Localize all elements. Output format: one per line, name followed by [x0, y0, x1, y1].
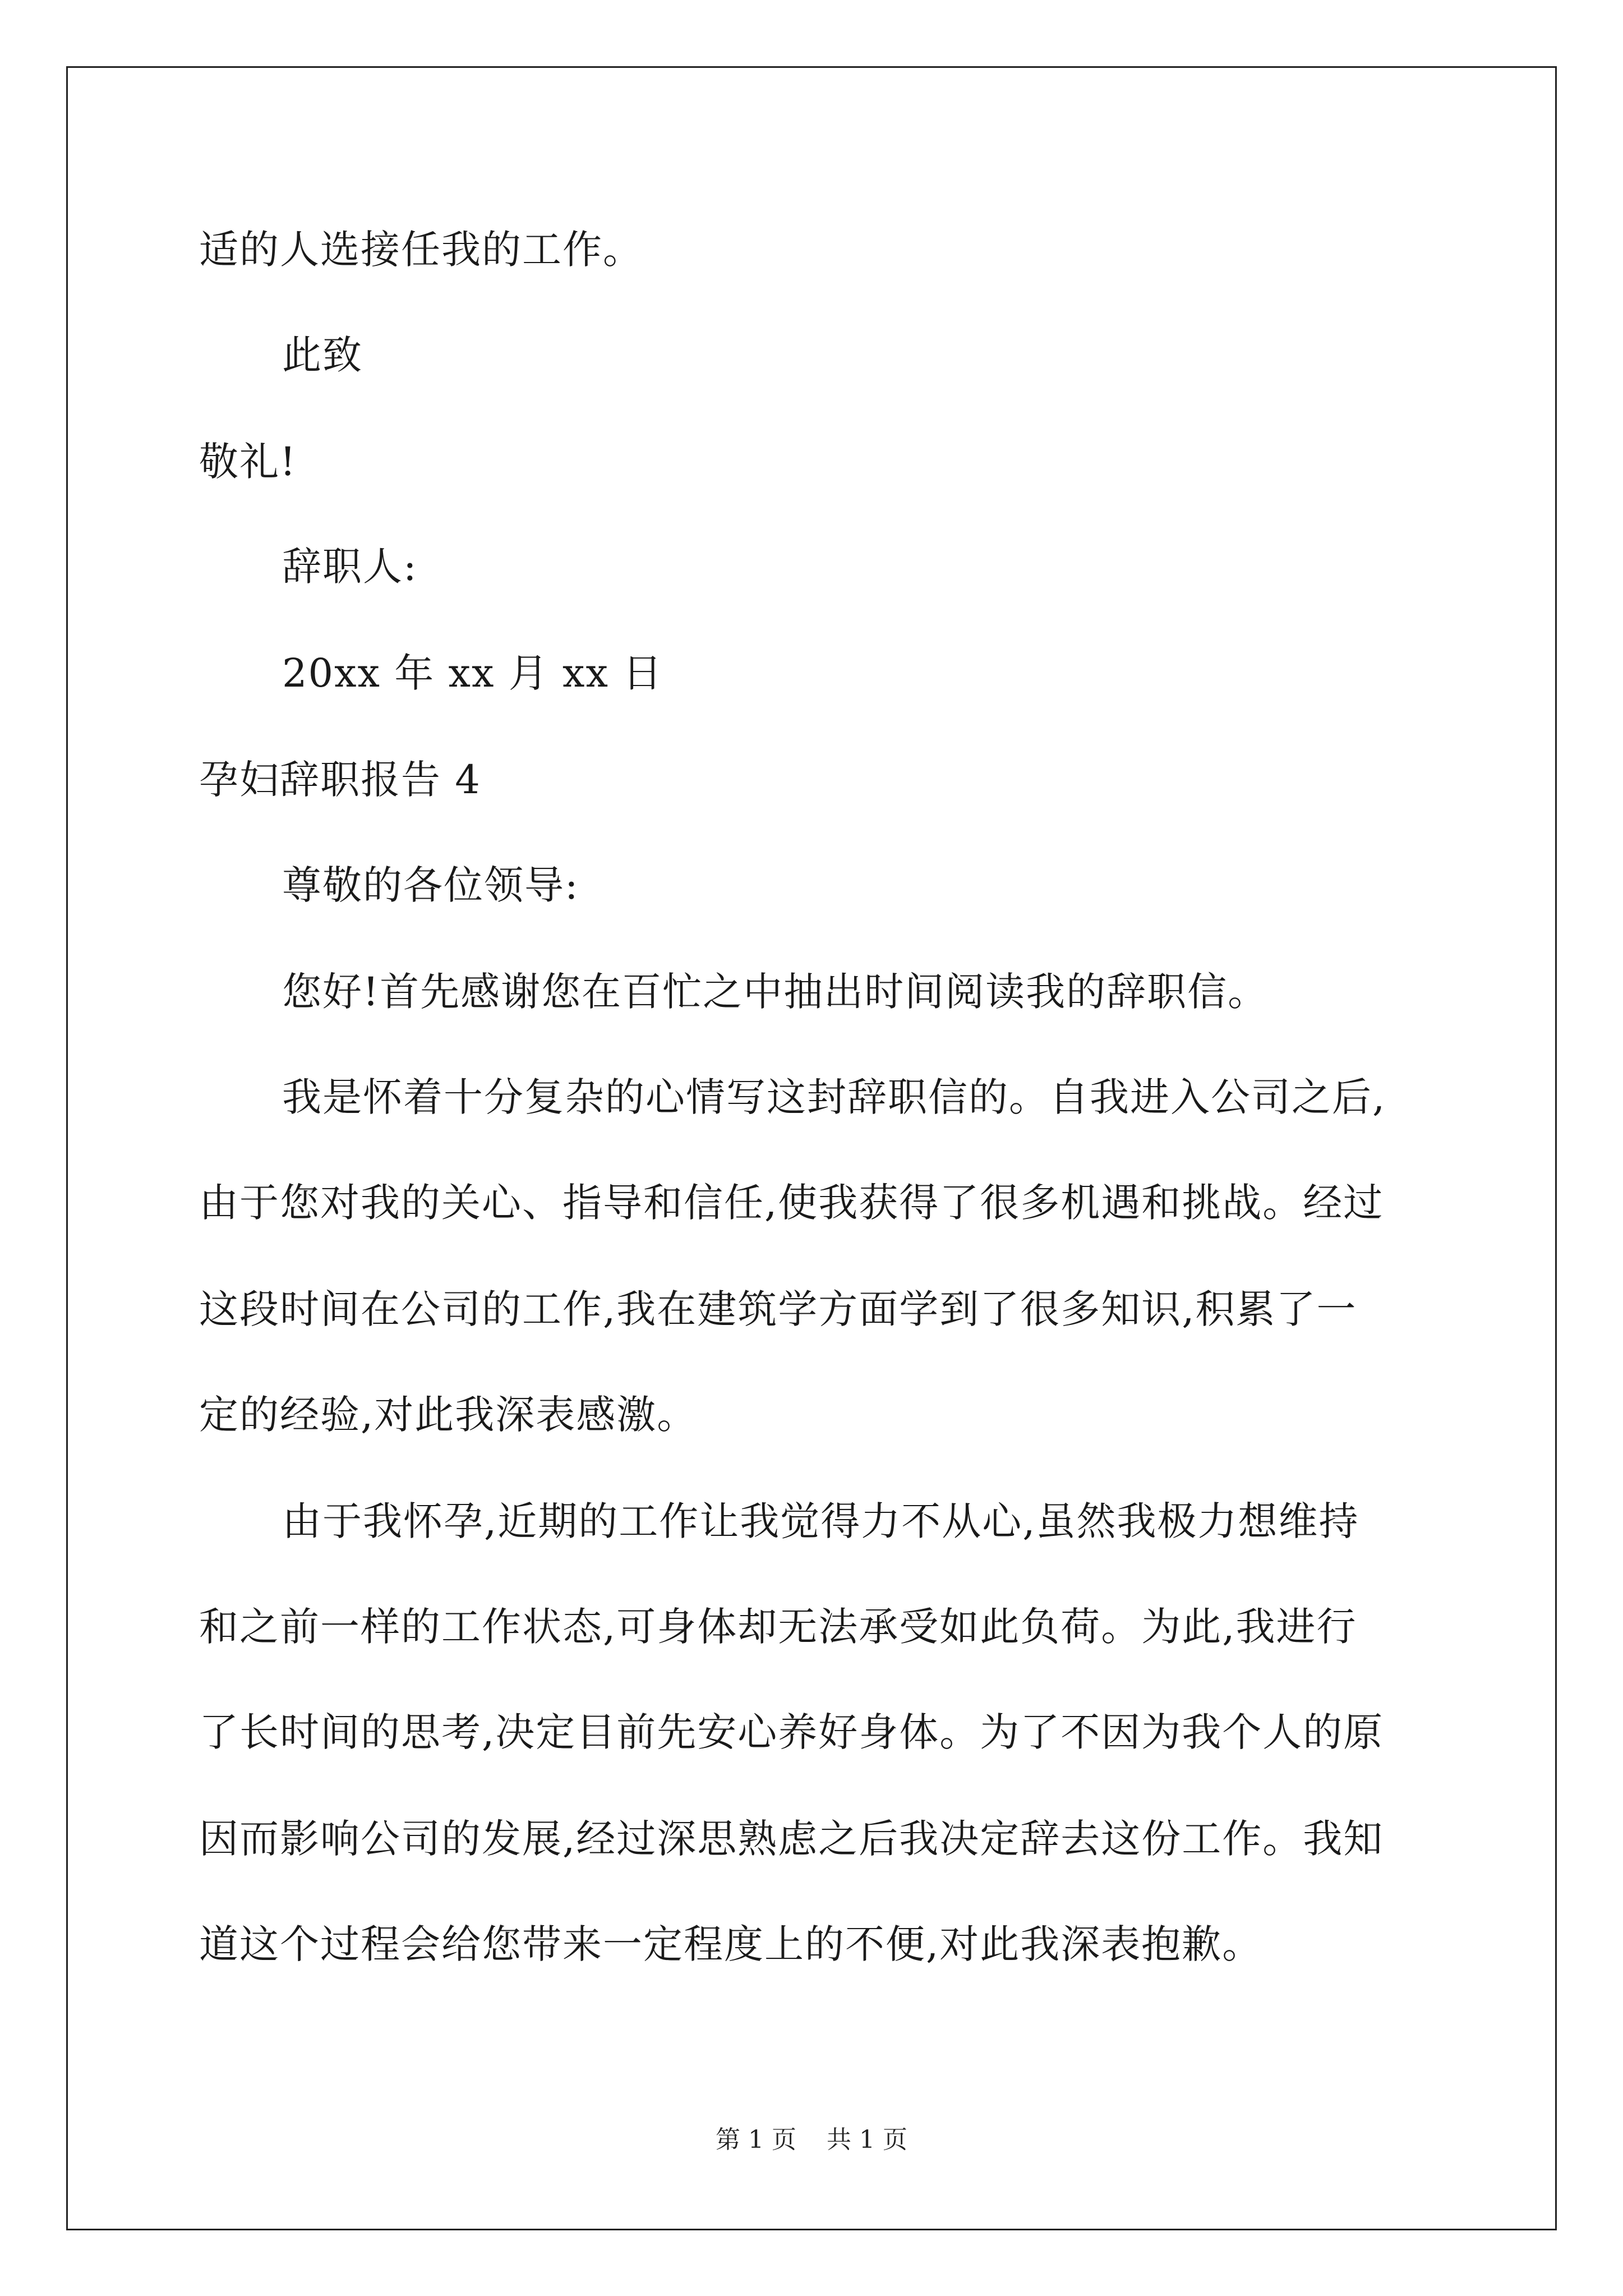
paragraph-line: 因而影响公司的发展,经过深思熟虑之后我决定辞去这份工作。我知 [199, 1816, 1384, 1862]
paragraph-line: 我是怀着十分复杂的心情写这封辞职信的。自我进入公司之后, [282, 1074, 1386, 1120]
section-title: 孕妇辞职报告 4 [199, 757, 481, 803]
paragraph-line: 了长时间的思考,决定目前先安心养好身体。为了不因为我个人的原 [199, 1709, 1384, 1755]
paragraph-line: 由于我怀孕,近期的工作让我觉得力不从心,虽然我极力想维持 [282, 1498, 1359, 1544]
greeting: 尊敬的各位领导: [282, 862, 579, 908]
date-line: 20xx 年 xx 月 xx 日 [282, 650, 663, 696]
paragraph-line: 适的人选接任我的工作。 [199, 227, 643, 273]
page-border [66, 66, 1557, 2230]
paragraph-line: 由于您对我的关心、指导和信任,使我获得了很多机遇和挑战。经过 [199, 1180, 1384, 1226]
paragraph-line: 和之前一样的工作状态,可身体却无法承受如此负荷。为此,我进行 [199, 1604, 1357, 1650]
paragraph-line: 您好!首先感谢您在百忙之中抽出时间阅读我的辞职信。 [282, 969, 1269, 1015]
closing-regards: 敬礼! [199, 439, 297, 485]
page-number: 第 1 页 [716, 2125, 796, 2154]
page-footer [0, 2123, 1623, 2157]
closing-salutation: 此致 [282, 332, 363, 378]
paragraph-line: 定的经验,对此我深表感激。 [199, 1392, 698, 1438]
signature-label: 辞职人: [282, 544, 418, 590]
paragraph-line: 这段时间在公司的工作,我在建筑学方面学到了很多知识,积累了一 [199, 1286, 1357, 1332]
paragraph-line: 道这个过程会给您带来一定程度上的不便,对此我深表抱歉。 [199, 1921, 1263, 1967]
page-total: 共 1 页 [827, 2125, 907, 2154]
